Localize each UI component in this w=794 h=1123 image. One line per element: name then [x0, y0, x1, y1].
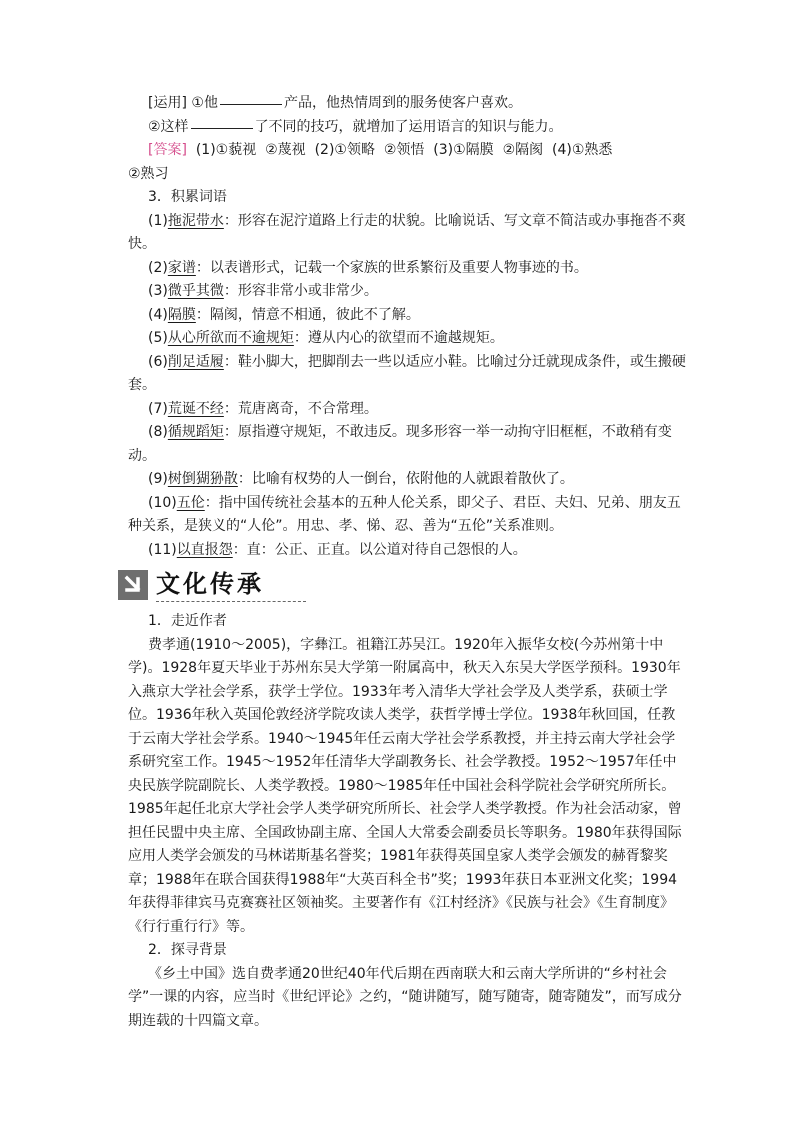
fill-blank-1: [220, 103, 282, 105]
vocab-item-term: 从心所欲而不逾规矩: [167, 330, 294, 346]
author-paragraph: 费孝通(1910～2005)，字彝江。祖籍江苏吴江。1920年入振华女校(今苏州第十中学)。1928年夏天毕业于苏州东吴大学第一附属高中，秋天入东吴大学医学预科。1930年入燕京大学社会学系，获学士学位。1933年考入清华大学社会学及人类学系，获硕士学位。1936年秋入英国伦敦经济学院攻读人类学，获哲学博士学位。1938年秋回国，任教于云南大学社会学系。1940～1945年任云南大学社会学系教授，并主持云南大学社会学系研究室工作。1945～1952年任清华大学副教务长、社会学教授。1952～1957年任中央民族学院副院长、人类学教授。1980～1985年任中国社会科学院社会学研究所所长。1985年起任北京大学社会学人类学研究所所长、社会学人类学教授。作为社会活动家，曾担任民盟中央主席、全国政协副主席、全国人大常委会副委员长等职务。1980年获得国际应用人类学会颁发的马林诺斯基名誉奖；1981年获得英国皇家人类学会颁发的赫胥黎奖章；1988年在联合国获得1988年“大英百科全书”奖；1993年获日本亚洲文化奖；1994年获得菲律宾马克赛赛社区领袖奖。主要著作有《江村经济》《民族与社会》《生育制度》《行行重行行》等。: [128, 636, 682, 935]
vocab-item-term: 荒诞不经: [167, 400, 224, 417]
vocab-item-number: (1): [148, 212, 168, 229]
vocab-item-definition: ：荒唐离奇，不合常理。: [223, 400, 378, 417]
vocab-item-definition: ：遵从内心的欲望而不逾越规矩。: [293, 330, 504, 346]
vocab-item-term: 家谱: [167, 259, 196, 276]
vocab-item: [128, 257, 688, 281]
culture-section-banner: [118, 568, 688, 602]
vocab-item: [128, 327, 688, 351]
page-content: [128, 92, 688, 1033]
culture-banner-title: 文化传承: [156, 570, 264, 598]
vocab-item-number: (10): [148, 494, 177, 511]
vocab-item-number: (11): [148, 541, 177, 558]
vocab-item-number: (9): [148, 471, 168, 487]
vocab-item: [128, 398, 688, 422]
vocab-item-term: 微乎其微: [167, 283, 224, 299]
apply-line-2: [128, 116, 688, 140]
vocab-item: [128, 539, 688, 563]
vocab-item-number: (4): [148, 306, 168, 323]
vocab-item-number: (5): [148, 330, 168, 346]
apply-line1-post: 产品，他热情周到的服务使客户喜欢。: [283, 95, 522, 111]
banner-underline: [156, 601, 306, 602]
background-heading: 2．探寻背景: [148, 942, 227, 958]
vocab-item-number: (2): [148, 259, 168, 276]
apply-line-1: [128, 92, 688, 116]
vocab-item-number: (7): [148, 400, 168, 417]
vocab-item-definition: ：直：公正、正直。以公道对待自己怨恨的人。: [232, 541, 527, 558]
apply-line2-post: 了不同的技巧，就增加了运用语言的知识与能力。: [254, 118, 563, 135]
vocab-item-definition: ：指中国传统社会基本的五种人伦关系，即父子、君臣、夫妇、兄弟、朋友五种关系，是狭义的“人伦”。用忠、孝、悌、忍、善为“五伦”关系准则。: [128, 494, 681, 534]
vocab-item: [128, 492, 688, 539]
vocab-item-term: 树倒猢狲散: [167, 471, 238, 487]
apply-line2-pre: ②这样: [148, 118, 189, 135]
vocab-item-definition: ：鞋小脚大，把脚削去一些以适应小鞋。比喻过分迁就现成条件，或生搬硬套。: [128, 353, 686, 393]
vocab-item-definition: ：比喻有权势的人一倒台，依附他的人就跟着散伙了。: [237, 471, 574, 487]
answer-line: [128, 139, 688, 163]
vocab-item-term: 以直报怨: [176, 541, 233, 558]
vocab-item: [128, 210, 688, 257]
vocab-heading: 3．积累词语: [148, 189, 227, 205]
answer-text: (1)①藐视 ②蔑视 (2)①领略 ②领悟 (3)①隔膜 ②隔阂 (4)①熟悉: [186, 142, 613, 158]
vocab-item-number: (3): [148, 283, 168, 299]
vocab-item-term: 隔膜: [167, 306, 196, 323]
vocab-item: [128, 280, 688, 304]
answer-line-cont: ②熟习: [128, 165, 169, 182]
arrow-corner-icon: [118, 570, 148, 600]
apply-line1-pre: ①他: [191, 95, 218, 111]
vocab-item-number: (6): [148, 353, 168, 370]
vocab-item-number: (8): [148, 424, 168, 440]
vocab-item: [128, 351, 688, 398]
vocab-list: [128, 210, 688, 563]
apply-label: [运用]: [148, 95, 187, 111]
vocab-item-definition: ：原指遵守规矩，不敢违反。现多形容一举一动拘守旧框框，不敢稍有变动。: [128, 424, 672, 464]
vocab-item: [128, 421, 688, 468]
fill-blank-2: [191, 127, 253, 129]
vocab-item-definition: ：隔阂，情意不相通，彼此不了解。: [195, 306, 420, 323]
vocab-item-definition: ：形容在泥泞道路上行走的状貌。比喻说话、写文章不简洁或办事拖沓不爽快。: [128, 212, 686, 252]
vocab-item-definition: ：以表谱形式，记载一个家族的世系繁衍及重要人物事迹的书。: [195, 259, 588, 276]
vocab-item: [128, 468, 688, 492]
vocab-item-term: 拖泥带水: [167, 212, 224, 229]
vocab-item-term: 五伦: [176, 494, 205, 511]
author-heading: 1．走近作者: [148, 613, 227, 629]
vocab-item-definition: ：形容非常小或非常少。: [223, 283, 378, 299]
answer-label: [答案]: [148, 142, 187, 158]
vocab-item: [128, 304, 688, 328]
background-paragraph: 《乡土中国》选自费孝通20世纪40年代后期在西南联大和云南大学所讲的“乡村社会学”一课的内容，应当时《世纪评论》之约，“随讲随写，随写随寄，随寄随发”，而写成分期连载的十四篇文章。: [128, 965, 682, 1029]
vocab-item-term: 削足适履: [167, 353, 224, 370]
vocab-item-term: 循规蹈矩: [167, 424, 224, 440]
